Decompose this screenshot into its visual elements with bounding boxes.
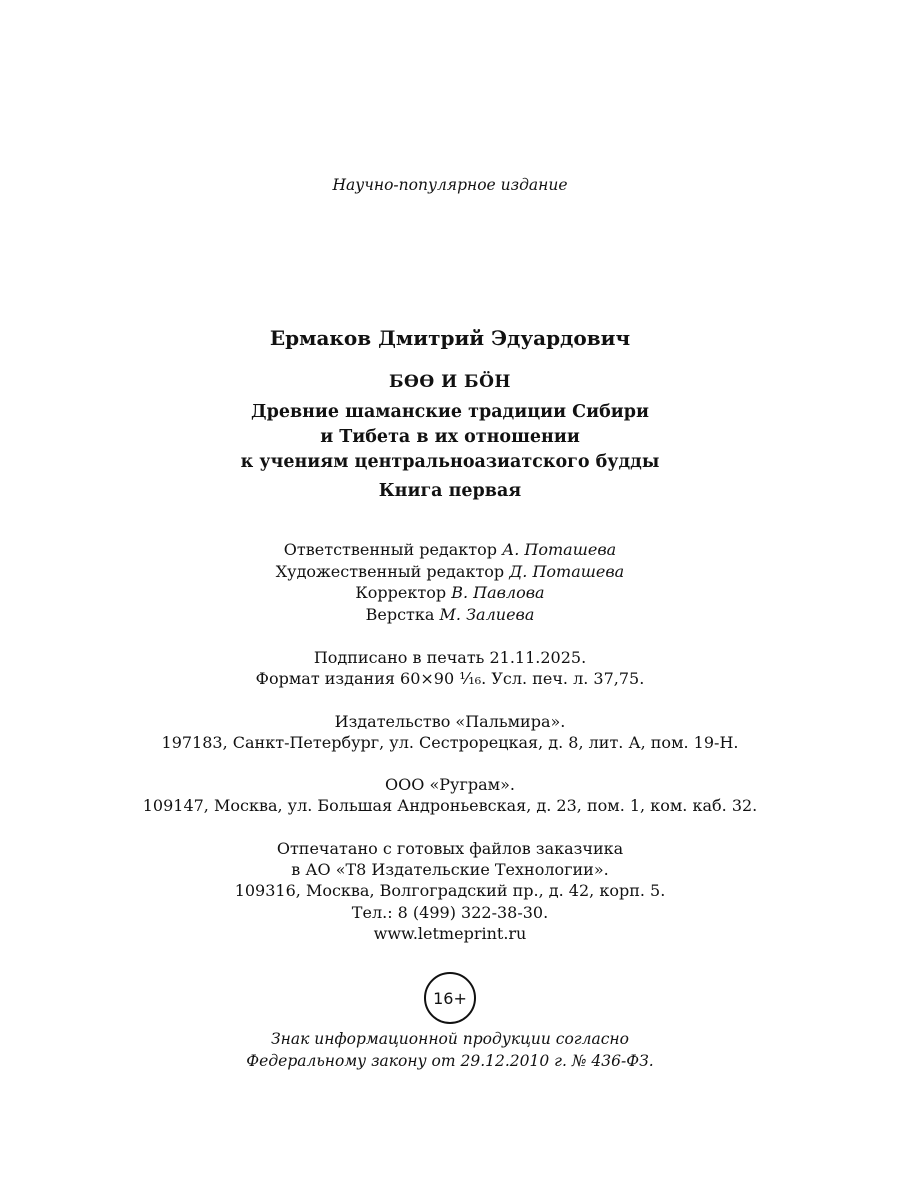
credit-role: Корректор [355, 583, 447, 602]
credit-person: В. Павлова [451, 583, 545, 602]
genre-label: Научно-популярное издание [332, 176, 568, 194]
llc-name: ООО «Руграм». [385, 775, 515, 794]
rating-note-line: Знак информационной продукции согласно [271, 1030, 629, 1048]
credit-role: Ответственный редактор [283, 540, 498, 559]
printer-line: в АО «Т8 Издательские Технологии». [291, 860, 609, 879]
printer-address: 109316, Москва, Волгоградский пр., д. 42, корп. 5. [234, 881, 666, 900]
rating-note-line: Федеральному закону от 29.12.2010 г. № 436-ФЗ. [246, 1052, 654, 1070]
credit-line [0, 562, 900, 581]
credit-line [0, 540, 900, 559]
credit-person: М. Залиева [439, 605, 535, 624]
subtitle-line: к учениям центральноазиатского будды [240, 452, 660, 472]
printer-line: Отпечатано с готовых файлов заказчика [276, 839, 624, 858]
credit-line [0, 605, 900, 624]
book-title: БӨӨ И БӦН [389, 372, 511, 392]
subtitle-line: и Тибета в их отношении [320, 427, 580, 447]
credit-role: Верстка [365, 605, 435, 624]
publisher-name: Издательство «Пальмира». [334, 712, 566, 731]
credit-person: Д. Поташева [509, 562, 625, 581]
publisher-address: 197183, Санкт-Петербург, ул. Сестрорецкая, д. 8, лит. А, пом. 19-Н. [161, 733, 739, 752]
credit-line [0, 583, 900, 602]
llc-address: 109147, Москва, ул. Большая Андроньевская, д. 23, пом. 1, ком. каб. 32. [142, 796, 758, 815]
print-signed-line: Подписано в печать 21.11.2025. [313, 648, 587, 667]
credit-person: А. Поташева [502, 540, 617, 559]
author-name: Ермаков Дмитрий Эдуардович [269, 326, 631, 350]
age-rating-badge: 16+ [424, 972, 476, 1024]
credit-role: Художественный редактор [275, 562, 505, 581]
subtitle-line: Древние шаманские традиции Сибири [251, 402, 649, 422]
printer-phone: Тел.: 8 (499) 322-38-30. [351, 903, 549, 922]
volume-label: Книга первая [378, 481, 522, 501]
printer-website: www.letmeprint.ru [373, 924, 527, 943]
format-line: Формат издания 60×90 ¹⁄₁₆. Усл. печ. л. 37,75. [255, 669, 645, 688]
